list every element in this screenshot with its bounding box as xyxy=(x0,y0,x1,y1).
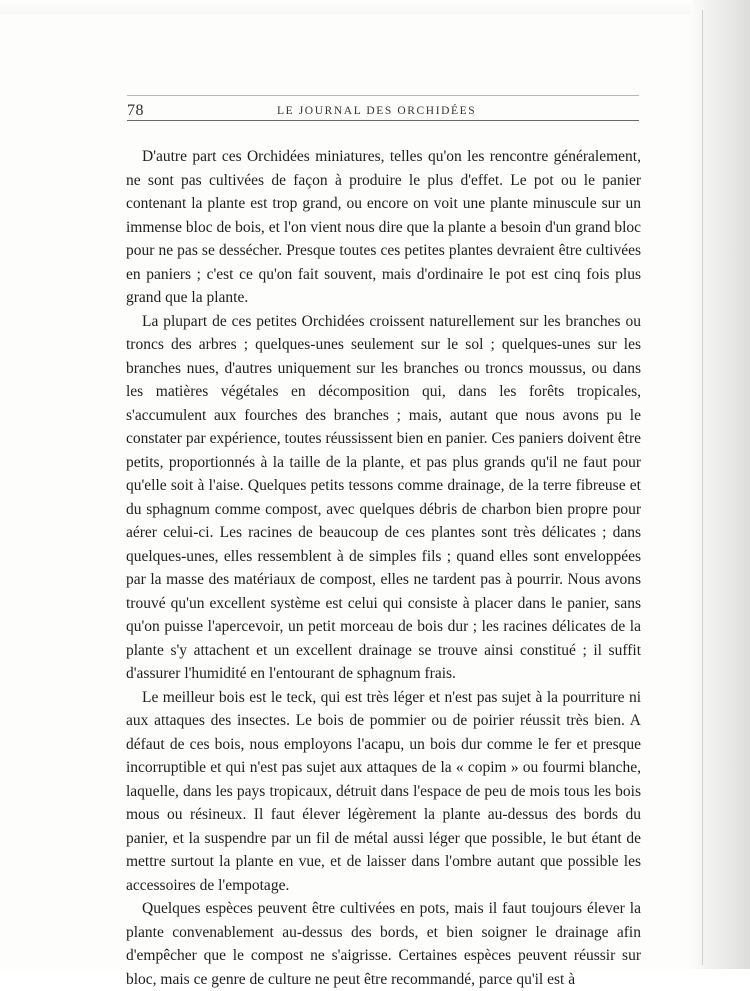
page-edge-line xyxy=(702,10,703,965)
paragraph: Quelques espèces peuvent être cultivées en pots, mais il faut toujours élever la plante convenablement au-dessus des bords, et bien soigner le drainage afin d'empêcher que le compost ne s'aigrisse. Certaines espèces peuvent réussir sur bloc, mais ce genre de culture ne peut être recommandé, parce qu'il est à xyxy=(126,900,641,988)
header-rule xyxy=(127,95,639,96)
scan-edge-top xyxy=(0,0,750,14)
page-header xyxy=(127,98,639,121)
page-number: 78 xyxy=(127,102,144,119)
scan-edge-right xyxy=(690,0,750,969)
article-body xyxy=(126,145,641,991)
running-title: LE JOURNAL DES ORCHIDÉES xyxy=(277,105,477,117)
paragraph: Le meilleur bois est le teck, qui est très léger et n'est pas sujet à la pourriture ni aux attaques des insectes. Le bois de pommier ou de poirier réussit très bien. A défaut de ces bois, nous employons l'acapu, un bois dur comme le fer et presque incorruptible et qui n'est pas sujet aux attaques de la « copim » ou fourmi blanche, laquelle, dans les pays tropicaux, détruit dans l'espace de peu de mois tous les bois mous ou résineux. Il faut élever légèrement la plante au-dessus des bords du panier, et la suspendre par un fil de métal aussi léger que possible, le but étant de mettre surtout la plante en vue, et de laisser dans l'ombre autant que possible les accessoires de l'empotage. xyxy=(126,688,641,894)
paragraph: D'autre part ces Orchidées miniatures, telles qu'on les rencontre généralement, ne sont pas cultivées de façon à produire le plus d'effet. Le pot ou le panier contenant la plante est trop grand, ou encore on voit une plante minuscule sur un immense bloc de bois, et l'on vient nous dire que la plante a besoin d'un grand bloc pour ne pas se dessécher. Presque toutes ces petites plantes devraient être cultivées en paniers ; c'est ce qu'on fait souvent, mais d'ordinaire le pot est cinq fois plus grand que la plante. xyxy=(126,148,641,306)
paragraph: La plupart de ces petites Orchidées croissent naturellement sur les branches ou troncs des arbres ; quelques-unes seulement sur le sol ; quelques-unes sur les branches nues, d'autres uniquement sur les branches ou troncs moussus, ou dans les matières végétales en décomposition qui, dans les forêts tropicales, s'accumulent aux fourches des branches ; mais, autant que nous avons pu le constater par expérience, toutes réussissent bien en panier. Ces paniers doivent être petits, proportionnés à la taille de la plante, et pas plus grands qu'il ne faut pour qu'elle soit à l'aise. Quelques petits tessons comme drainage, de la terre fibreuse et du sphagnum comme compost, avec quelques débris de charbon bien propre pour aérer celui-ci. Les racines de beaucoup de ces plantes sont très délicates ; dans quelques-unes, elles ressemblent à de simples fils ; quand elles sont enveloppées par la masse des matériaux de compost, elles ne tardent pas à pourrir. Nous avons trouvé qu'un excellent système est celui qui consiste à placer dans le panier, sans qu'on puisse l'apercevoir, un petit morceau de bois dur ; les racines délicates de la plante s'y attachent et un excellent drainage se trouve ainsi constitué ; il suffit d'assurer l'humidité en l'entourant de sphagnum frais. xyxy=(126,312,641,682)
